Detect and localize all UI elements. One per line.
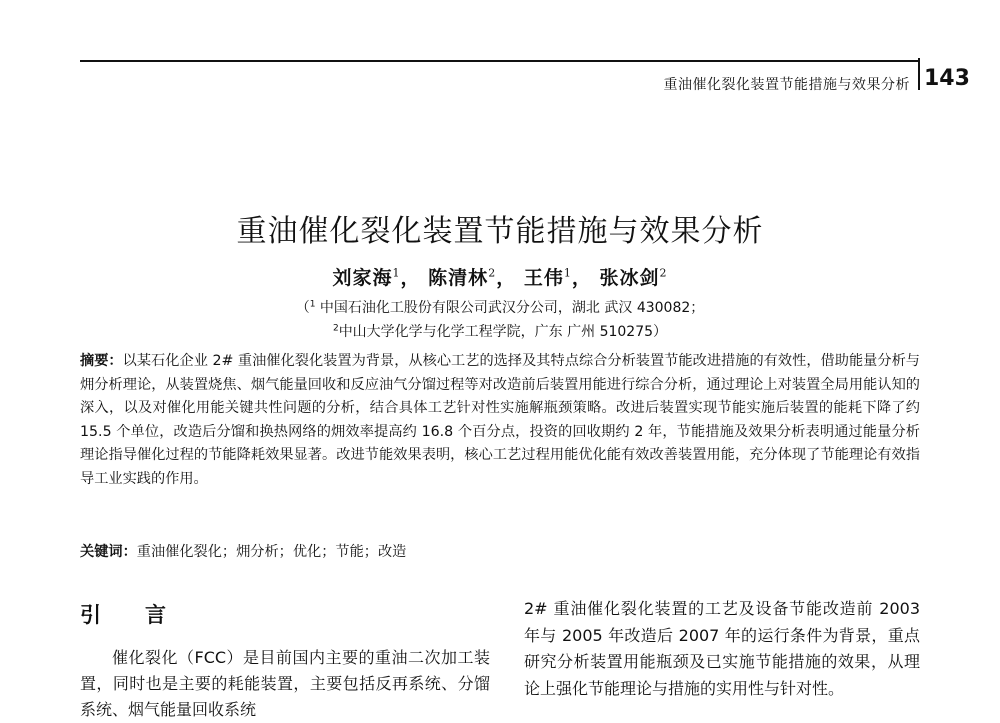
body-right-column [524,596,920,702]
affiliation-2 [0,321,1000,341]
keywords-text: 重油催化裂化；㶲分析；优化；节能；改造 [136,544,407,560]
author-affiliation-mark: 2 [488,266,497,280]
section-heading-introduction: 引言 [80,602,210,627]
body-paragraph: 催化裂化（FCC）是目前国内主要的重油二次加工装置，同时也是主要的耗能装置，主要包括反再系统、分馏系统、烟气能量回收系统 [80,648,490,719]
author-affiliation-mark: 1 [563,266,572,280]
author-list: 刘家海$^1$， 陈清林$^2$， 王伟$^1$， 张冰剑$^2$ [332,266,668,289]
abstract-label: 摘要： [80,353,123,369]
author-name: 王伟 [523,267,564,289]
page-number: 143 [924,66,970,91]
author-affiliation-mark: 1 [392,266,401,280]
affiliation-mark: 2 [332,323,339,334]
author-affiliation-mark: 2 [659,266,668,280]
affiliation-text: 中国石油化工股份有限公司武汉分公司，湖北 武汉 430082； [319,300,705,316]
running-title: 重油催化裂化装置节能措施与效果分析 [663,77,910,93]
author-name: 刘家海 [332,267,393,289]
body-left-column [80,645,490,723]
header-divider [918,58,920,90]
affiliation-1: （$^1$ 中国石油化工股份有限公司武汉分公司，湖北 武汉 430082； [295,299,705,316]
abstract [80,350,920,492]
author-name: 陈清林 [428,267,489,289]
author-name: 张冰剑 [599,267,660,289]
affiliation-mark: 1 [309,299,316,310]
header-rule [80,60,918,62]
body-paragraph: 2# 重油催化裂化装置的工艺及设备节能改造前 2003 年与 2005 年改造后 2007 年的运行条件为背景，重点研究分析装置用能瓶颈及已实施节能措施的效果，从理论上强化节能理论与措施的实用性与针对性。 [524,599,920,698]
affiliation-text: 中山大学化学与化学工程学院，广东 广州 510275） [338,324,668,340]
abstract-text: 以某石化企业 2# 重油催化裂化装置为背景，从核心工艺的选择及其特点综合分析装置节能改进措施的有效性，借助能量分析与㶲分析理论，从装置烧焦、烟气能量回收和反应油气分馏过程等对改造前后装置用能进行综合分析，通过理论上对装置全局用能认知的深入，以及对催化用能关键共性问题的分析，结合具体工艺针对性实施解瓶颈策略。改进后装置实现节能实施后装置的能耗下降了约 15.5 个单位，改造后分馏和换热网络的㶲效率提高约 16.8 个百分点，投资的回收期约 2 年，节能措施及效果分析表明通过能量分析理论指导催化过程的节能降耗效果显著。改进节能效果表明，核心工艺过程用能优化能有效改善装置用能，充分体现了节能理论有效指导工业实践的作用。 [80,353,920,487]
keywords-label: 关键词： [80,544,137,560]
keywords [80,541,920,561]
article-title: 重油催化裂化装置节能措施与效果分析 [236,214,764,249]
